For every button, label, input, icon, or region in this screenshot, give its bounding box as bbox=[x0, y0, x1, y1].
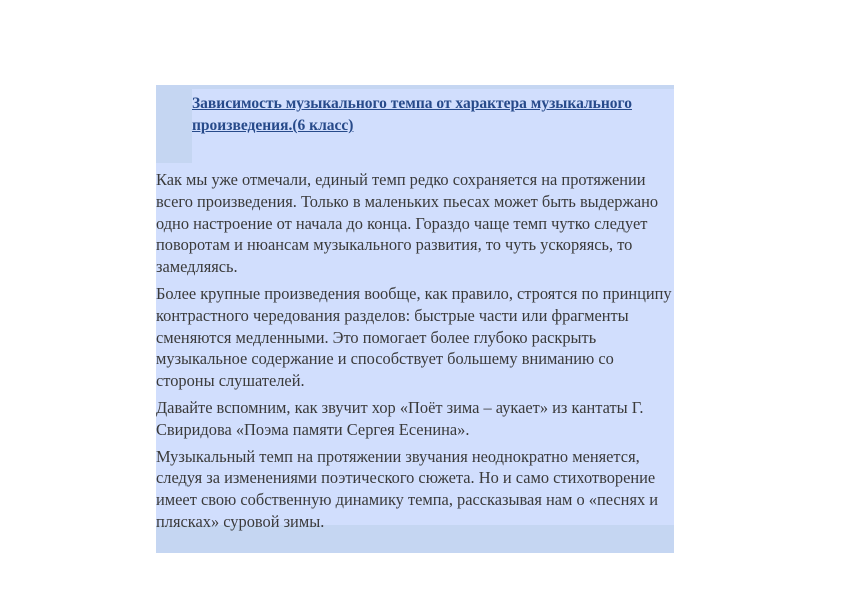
document-body bbox=[156, 169, 674, 538]
document-title: Зависимость музыкального темпа от характера музыкального произведения.(6 класс) bbox=[192, 95, 632, 134]
text-frame-content bbox=[156, 89, 674, 531]
text-frame bbox=[156, 85, 674, 553]
paragraph-4: Музыкальный темп на протяжении звучания неоднократно меняется, следуя за изменениями поэтического сюжета. Но и само стихотворение имеет свою собственную динамику темпа, рассказывая нам о «песнях и плясках» суровой зимы. bbox=[156, 446, 659, 531]
paragraph-1: Как мы уже отмечали, единый темп редко сохраняется на протяжении всего произведения. Только в маленьких пьесах может быть выдержано одно настроение от начала до конца. Гораздо чаще темп чутко следует поворотам и нюансам музыкального развития, то чуть ускоряясь, то замедляясь. bbox=[156, 170, 659, 277]
title-indent-block bbox=[156, 89, 192, 163]
paragraph-2: Более крупные произведения вообще, как правило, строятся по принципу контрастного чередования разделов: быстрые части или фрагменты сменяются медленными. Это помогает более глубоко раскрыть музыкальное содержание и способствует большему вниманию со стороны слушателей. bbox=[156, 283, 672, 391]
paragraph-3: Давайте вспомним, как звучит хор «Поёт зима – аукает» из кантаты Г. Свиридова «Поэма памяти Сергея Есенина». bbox=[156, 397, 644, 439]
